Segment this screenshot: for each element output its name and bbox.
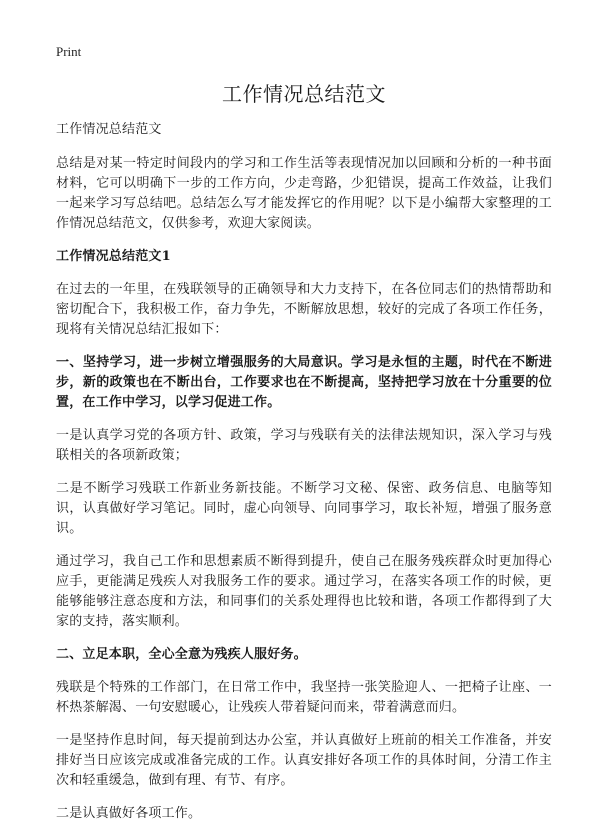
intro-paragraph: 总结是对某一特定时间段内的学习和工作生活等表现情况加以回顾和分析的一种书面材料，它可以明确下一步的工作方向，少走弯路，少犯错误，提高工作效益，让我们一起来学习写总结吧。总结怎么写才能发挥它的作用呢？以下是小编帮大家整理的工作情况总结范文，仅供参考，欢迎大家阅读。 [56,156,552,231]
body-paragraph: 残联是个特殊的工作部门，在日常工作中，我坚持一张笑脸迎人、一把椅子让座、一杯热茶解渴、一句安慰暖心，让残疾人带着疑问而来，带着满意而归。 [56,680,552,715]
document-subtitle: 工作情况总结范文 [56,122,162,137]
body-paragraph: 在过去的一年里，在残联领导的正确领导和大力支持下，在各位同志们的热情帮助和密切配合下，我积极工作，奋力争先，不断解放思想，较好的完成了各项工作任务，现将有关情况总结汇报如下： [56,282,552,337]
body-paragraph: 二是认真做好各项工作。 [56,806,202,821]
body-paragraph: 二是不断学习残联工作新业务新技能。不断学习文秘、保密、政务信息、电脑等知识，认真做好学习笔记。同时，虚心向领导、向同事学习，取长补短，增强了服务意识。 [56,481,552,536]
document-body [56,120,552,837]
body-paragraph: 一是坚持作息时间，每天提前到达办公室，并认真做好上班前的相关工作准备，并安排好当日应该完成或准备完成的工作。认真安排好各项工作的具体时间，分清工作主次和轻重缓急，做到有理、有节、有序。 [56,733,552,788]
section-heading: 工作情况总结范文1 [56,249,171,264]
body-paragraph: 一是认真学习党的各项方针、政策，学习与残联有关的法律法规知识，深入学习与残联相关的各项新政策； [56,428,552,463]
bold-heading-paragraph: 二、立足本职，全心全意为残疾人服好务。 [56,647,307,662]
print-link[interactable]: Print [56,44,82,59]
bold-heading-paragraph: 一、坚持学习，进一步树立增强服务的大局意识。学习是永恒的主题，时代在不断进步，新的政策也在不断出台，工作要求也在不断提高，坚持把学习放在十分重要的位置，在工作中学习，以学习促进工作。 [56,355,552,410]
body-paragraph: 通过学习，我自己工作和思想素质不断得到提升，使自己在服务残疾群众时更加得心应手，更能满足残疾人对我服务工作的要求。通过学习，在落实各项工作的时候，更能够能够注意态度和方法，和同事们的关系处理得也比较和谐，各项工作都得到了大家的支持，落实顺利。 [56,554,552,629]
document-title: 工作情况总结范文 [222,82,386,106]
